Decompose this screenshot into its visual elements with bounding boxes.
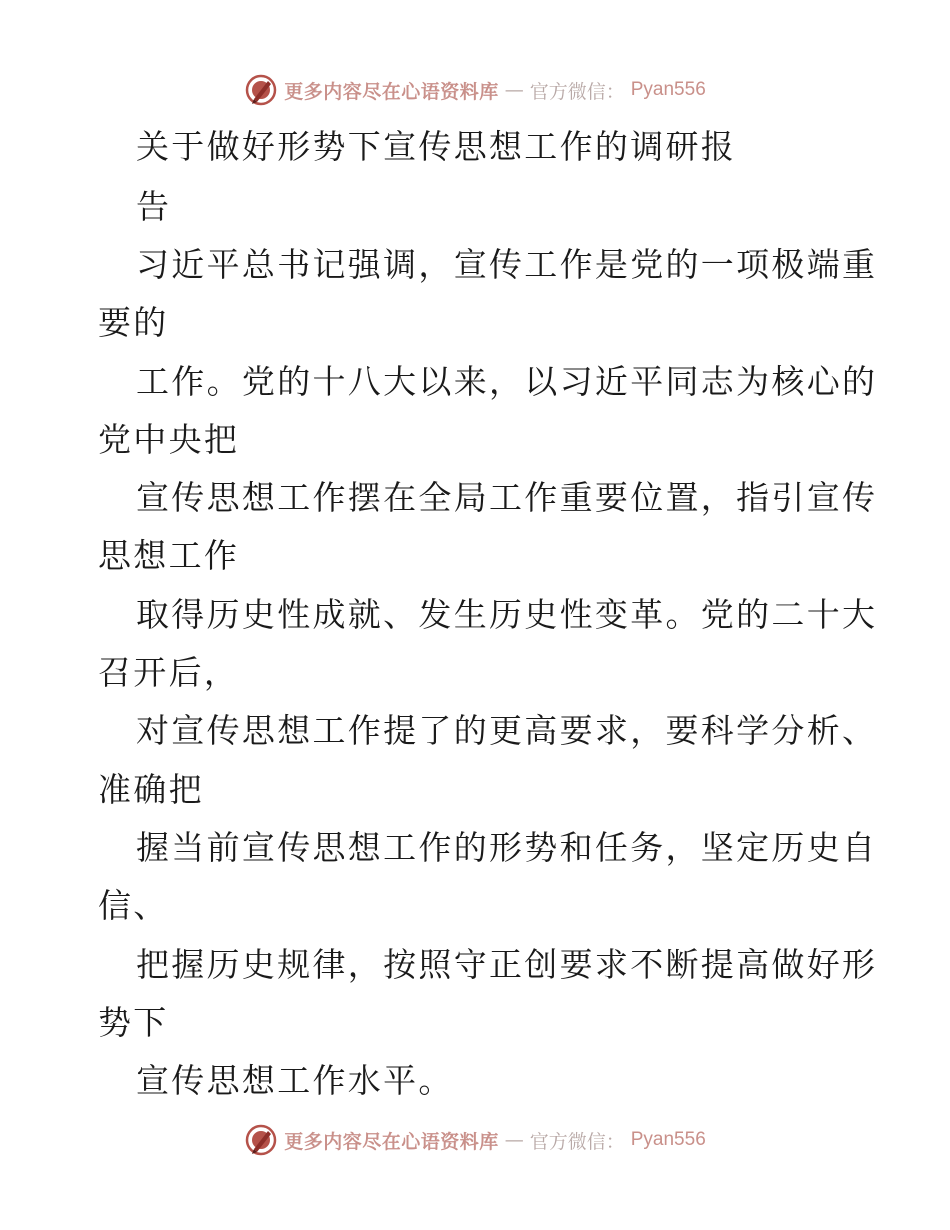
pen-circle-icon bbox=[244, 73, 278, 107]
paragraph-line: 宣传思想工作水平。 bbox=[136, 1061, 454, 1100]
paragraph-line: 要的 bbox=[98, 303, 169, 342]
paragraph-line: 思想工作 bbox=[98, 536, 240, 575]
paragraph-line: 取得历史性成就、发生历史性变革。党的二十大 bbox=[136, 595, 878, 634]
watermark-official-label: 官方微信： bbox=[529, 80, 625, 103]
watermark-separator: — bbox=[504, 79, 524, 101]
paragraph-line: 势下 bbox=[98, 1003, 169, 1042]
watermark-wechat-id: Pyan556 bbox=[630, 79, 706, 100]
paragraph-line: 对宣传思想工作提了的更高要求，要科学分析、 bbox=[136, 711, 878, 750]
document-title-line: 关于做好形势下宣传思想工作的调研报 bbox=[136, 127, 737, 166]
document-title-line: 告 bbox=[136, 187, 172, 226]
watermark-brand-text: 更多内容尽在心语资料库 bbox=[284, 1130, 499, 1153]
watermark-wechat-id: Pyan556 bbox=[630, 1129, 706, 1150]
header-watermark bbox=[0, 70, 950, 110]
paragraph-line: 准确把 bbox=[98, 770, 204, 809]
paragraph-line: 召开后， bbox=[98, 653, 240, 692]
pen-circle-icon bbox=[244, 1123, 278, 1157]
paragraph-line: 信、 bbox=[98, 886, 169, 925]
watermark-brand-text: 更多内容尽在心语资料库 bbox=[284, 80, 499, 103]
paragraph-line: 握当前宣传思想工作的形势和任务，坚定历史自 bbox=[136, 828, 878, 867]
paragraph-line: 宣传思想工作摆在全局工作重要位置，指引宣传 bbox=[136, 478, 878, 517]
watermark-official-label: 官方微信： bbox=[529, 1130, 625, 1153]
footer-watermark bbox=[0, 1120, 950, 1160]
paragraph-line: 把握历史规律，按照守正创要求不断提高做好形 bbox=[136, 945, 878, 984]
paragraph-line: 党中央把 bbox=[98, 420, 240, 459]
paragraph-line: 工作。党的十八大以来，以习近平同志为核心的 bbox=[136, 362, 878, 401]
paragraph-line: 习近平总书记强调，宣传工作是党的一项极端重 bbox=[136, 245, 878, 284]
watermark-separator: — bbox=[504, 1129, 524, 1151]
